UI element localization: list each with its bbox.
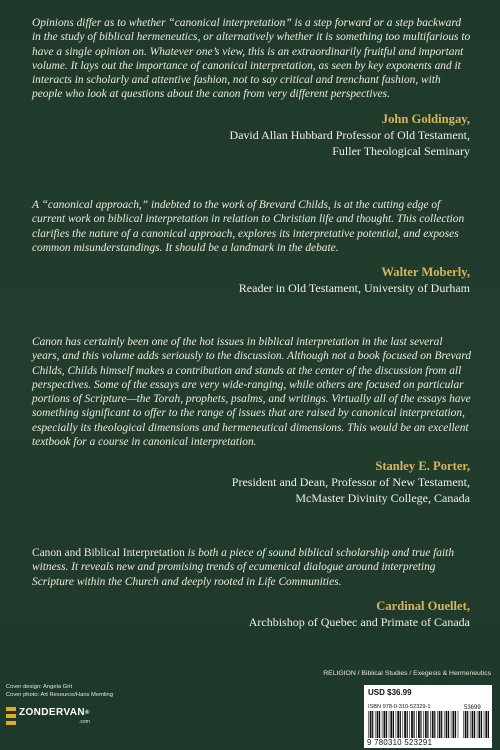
cover-credits <box>6 684 113 699</box>
price-barcode-icon <box>463 711 489 738</box>
endorsement-attribution <box>32 458 472 506</box>
publisher-domain: .com <box>79 719 90 725</box>
publisher-wordmark <box>19 707 90 725</box>
category-label: RELIGION / Biblical Studies / Exegesis & Hermeneutics <box>323 670 491 677</box>
price-label: USD $36.99 <box>368 688 412 697</box>
endorsement-attribution <box>32 598 472 630</box>
endorser-title: President and Dean, Professor of New Testament, <box>231 475 470 490</box>
zondervan-mark-icon <box>6 707 16 725</box>
barcode-panel <box>364 685 492 748</box>
endorser-name: Walter Moberly, <box>381 265 470 280</box>
endorsement-goldingay <box>32 16 472 159</box>
endorsement-attribution <box>32 264 472 296</box>
publisher-logo <box>6 707 90 725</box>
endorsement-porter <box>32 335 472 506</box>
cover-photo-credit: Cover photo: Art Resource/Hans Memling <box>6 691 113 698</box>
endorser-name: Stanley E. Porter, <box>375 459 470 474</box>
endorsement-quote <box>32 546 472 589</box>
endorsement-attribution <box>32 111 472 159</box>
endorsement-quote: A “canonical approach,” indebted to the work of Brevard Childs, is at the cutting edge of current work on biblical interpretation in relation to Christian life and thought. This collection clarifies the nature of a canonical approach, explores its interpretative potential, and exposes common misunderstandings. It should be a landmark in the debate. <box>32 199 465 254</box>
isbn-label: ISBN 978-0-310-52329-1 <box>368 704 431 710</box>
endorser-title: Reader in Old Testament, University of Durham <box>238 281 470 296</box>
endorsement-quote: Canon has certainly been one of the hot issues in biblical interpretation in the last several years, and this volume adds seriously to the discussion. Although not a book focused on Brevard Childs, Childs himself makes a contribution and stands at the center of the discussion from all perspectives. Some of the essays are very wide-ranging, while others are focused on particular portions of Scripture—the Torah, prophets, psalms, and writings. Virtually all of the essays have something significant to offer to the range of issues that are raised by canonical interpretation, especially its theological dimensions and hermeneutical dimensions. This would be an excellent textbook for a course in canonical interpretation. <box>32 336 472 449</box>
endorsement-quote-text: is both a piece of sound biblical scholarship and true faith witness. It reveals new and promising trends of ecumenical dialogue around interpreting Scripture within the Church and deeply rooted in Life Communities. <box>32 547 455 588</box>
endorser-institution: Fuller Theological Seminary <box>332 143 470 158</box>
endorsement-ouellet <box>32 546 472 630</box>
publisher-name: ZONDERVAN® <box>19 707 90 718</box>
endorser-institution: McMaster Divinity College, Canada <box>295 491 470 506</box>
book-title-reference: Canon and Biblical Interpretation <box>32 547 185 559</box>
endorser-title: David Allan Hubbard Professor of Old Testament, <box>229 127 470 142</box>
isbn-barcode-icon <box>368 711 460 738</box>
cover-design-credit: Cover design: Angela Grit <box>6 684 73 690</box>
endorser-name: John Goldingay, <box>381 111 470 126</box>
endorsement-moberly <box>32 198 472 296</box>
endorser-title: Archbishop of Quebec and Primate of Canada <box>248 614 470 629</box>
endorsement-quote: Opinions differ as to whether “canonical interpretation” is a step forward or a step backward in the study of biblical hermeneutics, or alternatively whether it is something too multifarious to have a single opinion on. Whatever one’s view, this is an extraordinarily fruitful and important volume. It lays out the importance of canonical interpretation, as seen by key exponents and it interacts in scholarly and attentive fashion, not to say critical and trenchant fashion, with people who look at questions about the canon from very different perspectives. <box>32 17 471 101</box>
barcode-digits: 9 780310 523291 <box>367 738 433 747</box>
endorser-name: Cardinal Ouellet, <box>376 598 470 613</box>
barcode-addon-number: 53699 <box>464 705 481 711</box>
